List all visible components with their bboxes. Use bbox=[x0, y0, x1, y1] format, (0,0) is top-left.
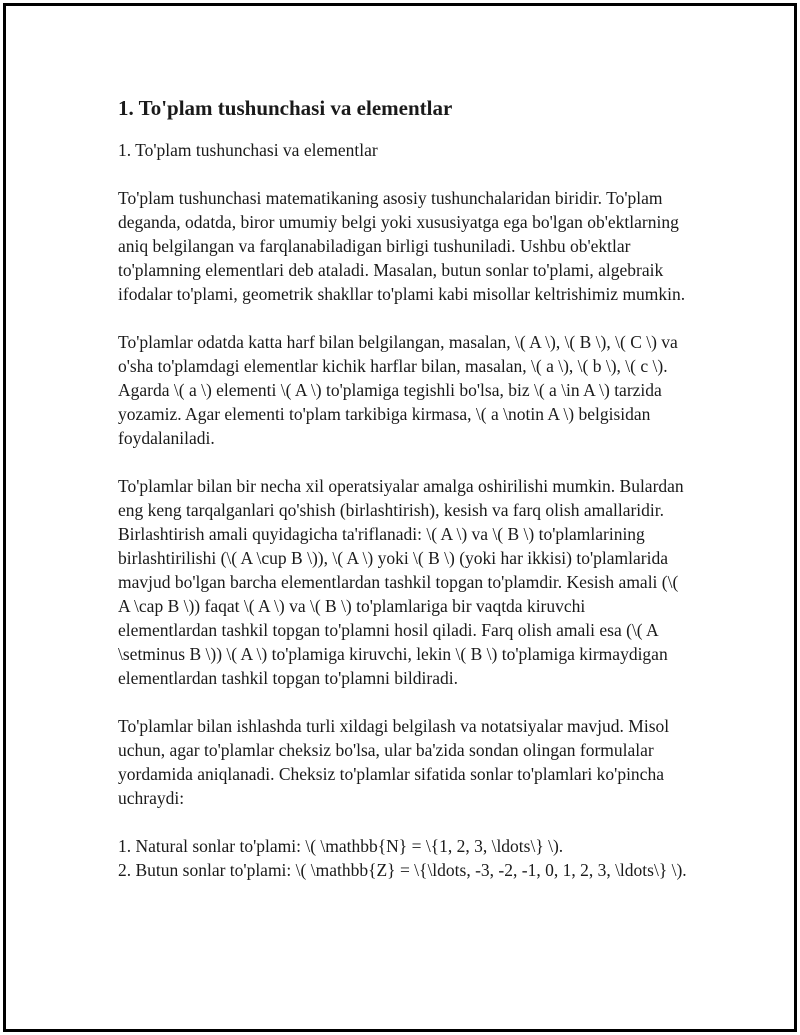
paragraph-notation: To'plamlar odatda katta harf bilan belgilangan, masalan, \( A \), \( B \), \( C \) va o'sha to'plamdagi elementlar kichik harflar bilan, masalan, \( a \), \( b \), \( c \). Agarda \( a \) elementi \( A \) to'plamiga tegishli bo'lsa, biz \( a \in A \) tarzida yozamiz. Agar elementi to'plam tarkibiga kirmasa, \( a \notin A \) belgisidan foydalaniladi. bbox=[118, 332, 678, 448]
document-title: 1. To'plam tushunchasi va elementlar bbox=[118, 96, 453, 120]
document-body bbox=[118, 96, 688, 882]
list-item-natural-numbers: 1. Natural sonlar to'plami: \( \mathbb{N} = \{1, 2, 3, \ldots\} \). bbox=[118, 836, 564, 856]
paragraph-operations: To'plamlar bilan bir necha xil operatsiyalar amalga oshirilishi mumkin. Bulardan eng keng tarqalganlari qo'shish (birlashtirish), kesish va farq olish amallaridir. Birlashtirish amali quyidagicha ta'riflanadi: \( A \) va \( B \) to'plamlarining birlashtirilishi (\( A \cup B \)), \( A \) yoki \( B \) (yoki har ikkisi) to'plamlarida mavjud bo'lgan barcha elementlardan tashkil topgan to'plamdir. Kesish amali (\( A \cap B \)) faqat \( A \) va \( B \) to'plamlariga bir vaqtda kiruvchi elementlardan tashkil topgan to'plamni hosil qiladi. Farq olish amali esa (\( A \setminus B \)) \( A \) to'plamiga kiruvchi, lekin \( B \) to'plamiga kirmaydigan elementlardan tashkil topgan to'plamni bildiradi. bbox=[118, 476, 684, 688]
list-item-integers: 2. Butun sonlar to'plami: \( \mathbb{Z} = \{\ldots, -3, -2, -1, 0, 1, 2, 3, \ldots\} \). bbox=[118, 860, 687, 880]
paragraph-infinite-sets: To'plamlar bilan ishlashda turli xildagi belgilash va notatsiyalar mavjud. Misol uchun, agar to'plamlar cheksiz bo'lsa, ular ba'zida sondan olingan formulalar yordamida aniqlanadi. Cheksiz to'plamlar sifatida sonlar to'plamlari ko'pincha uchraydi: bbox=[118, 716, 670, 808]
section-heading: 1. To'plam tushunchasi va elementlar bbox=[118, 140, 378, 160]
paragraph-definition: To'plam tushunchasi matematikaning asosiy tushunchalaridan biridir. To'plam deganda, odatda, biror umumiy belgi yoki xususiyatga ega bo'lgan ob'ektlarning aniq belgilangan va farqlanabiladigan birligi tushuniladi. Ushbu ob'ektlar to'plamning elementlari deb ataladi. Masalan, butun sonlar to'plami, algebraik ifodalar to'plami, geometrik shakllar to'plami kabi misollar keltrishimiz mumkin. bbox=[118, 188, 686, 304]
